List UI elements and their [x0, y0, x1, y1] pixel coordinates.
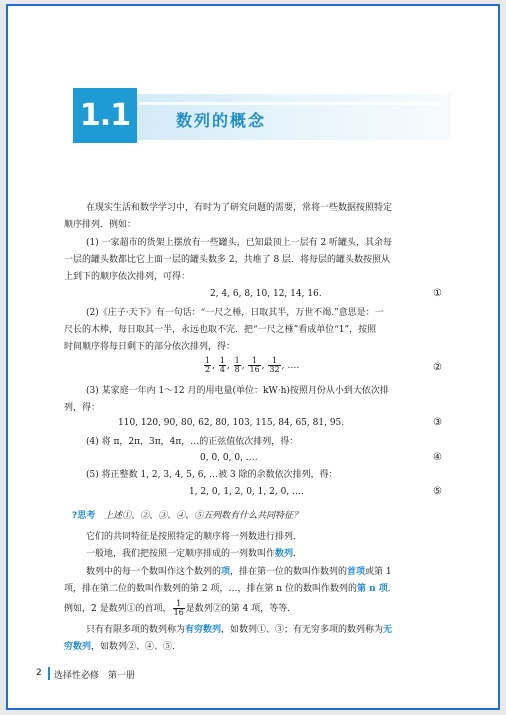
think-label: 思考 [77, 511, 96, 521]
term-sequence: 数列 [275, 549, 294, 559]
section-number: 1.1 [73, 88, 137, 143]
marker-5: ⑤ [433, 486, 442, 497]
think-icon: ? [72, 511, 78, 521]
paragraph-finite-line-1: 只有有限多项的数列称为有穷数列，如数列①、③；有无穷多项的数列称为无 [86, 625, 393, 635]
think-box [72, 510, 448, 522]
fraction-1-8: $\frac{1}{8}$ [234, 356, 240, 374]
think-question: 上述①、②、③、④、⑤五列数有什么共同特征？ [104, 511, 303, 521]
banner-stripe [139, 102, 439, 105]
section-title: 数列的概念 [176, 111, 267, 130]
marker-2: ② [433, 362, 442, 373]
fraction-1-16: $\frac{1}{16}$ [249, 356, 260, 374]
term-nth-item: 第 n 项 [356, 584, 388, 594]
marker-4: ④ [433, 452, 442, 463]
paragraph-finite-line-2: 穷数列，如数列②、④、⑤． [64, 642, 182, 652]
intro-line-2: 顺序排列．例如： [64, 220, 137, 230]
example-3-line-1: (3) 某家庭一年内 1～12 月的用电量(单位：kW·h)按照月份从小到大依次排 [86, 386, 389, 396]
paragraph-terms-line-2: 项，排在第二位的数叫作数列的第 2 项，…，排在第 n 位的数叫作数列的第 n 项． [64, 584, 397, 594]
paragraph-example: 例如，2 是数列①的首项， $\frac{1}{16}$ 是数列②的第 4 项，等等． [64, 599, 297, 617]
example-1-line-1: (1) 一家超市的货架上摆放有一些罐头，已知最顶上一层有 2 听罐头，其余每 [86, 238, 393, 248]
sequence-5: 1, 2, 0, 1, 2, 0, 1, 2, 0, …. [189, 487, 304, 497]
example-1-line-3: 上到下的顺序依次排列，可得： [64, 272, 191, 282]
paragraph-terms-line-1: 数列中的每一个数叫作这个数列的项，排在第一位的数叫作数列的首项或第 1 [86, 567, 392, 577]
sequence-2-tail: …. [287, 361, 300, 371]
term-item: 项 [221, 567, 231, 577]
sequence-3: 110, 120, 90, 80, 62, 80, 103, 115, 84, 65, 81, 95. [118, 418, 345, 428]
term-finite-sequence: 有穷数列 [185, 625, 222, 635]
fraction-1-4: $\frac{1}{4}$ [219, 356, 225, 374]
marker-1: ① [433, 288, 442, 299]
sequence-2: $\frac{1}{2}$ , $\frac{1}{4}$ , $\frac{1}{8}$ , $\frac{1}{16}$ , $\frac{1}{32}$ , …. [205, 356, 300, 374]
term-infinite-part-2: 穷数列 [64, 642, 92, 652]
paragraph-definition: 一般地，我们把按照一定顺序排成的一列数叫作数列． [86, 549, 303, 559]
textbook-page [6, 4, 500, 710]
term-infinite-part-1: 无 [383, 625, 393, 635]
footer-divider [48, 667, 50, 680]
sequence-1: 2, 4, 6, 8, 10, 12, 14, 16. [210, 289, 322, 299]
section-banner [73, 88, 451, 143]
term-first-item: 首项 [347, 567, 366, 577]
footer-book-title: 选择性必修 第一册 [54, 671, 136, 681]
example-5: (5) 将正整数 1, 2, 3, 4, 5, 6, …被 3 除的余数依次排列，得： [86, 470, 338, 480]
example-2-line-3: 时间顺序将每日剩下的部分依次排列，得： [64, 342, 236, 352]
example-4: (4) 将 π，2π，3π，4π，…的正弦值依次排列，得： [86, 437, 299, 447]
example-1-line-2: 一层的罐头数都比它上面一层的罐头数多 2，共堆了 8 层．将每层的罐头数按照从 [64, 255, 391, 265]
example-2-line-1: (2)《庄子·天下》有一句话：“一尺之棰，日取其半，万世不竭.”意思是：一 [86, 308, 384, 318]
page-number: 2 [36, 668, 42, 678]
fraction-1-32: $\frac{1}{32}$ [269, 356, 280, 374]
paragraph-common-feature: 它们的共同特征是按照特定的顺序将一列数进行排列． [86, 532, 303, 542]
example-3-line-2: 列，得： [64, 403, 101, 413]
intro-line-1: 在现实生活和数学学习中，有时为了研究问题的需要，常将一些数据按照特定 [86, 203, 393, 213]
fraction-1-2: $\frac{1}{2}$ [205, 356, 211, 374]
sequence-4: 0, 0, 0, 0, …. [200, 453, 258, 463]
marker-3: ③ [433, 417, 442, 428]
example-2-line-2: 尺长的木棒，每日取其一半，永远也取不完．把“一尺之棰”看成单位“1”，按照 [64, 325, 377, 335]
fraction-1-16-inline: $\frac{1}{16}$ [173, 599, 184, 617]
